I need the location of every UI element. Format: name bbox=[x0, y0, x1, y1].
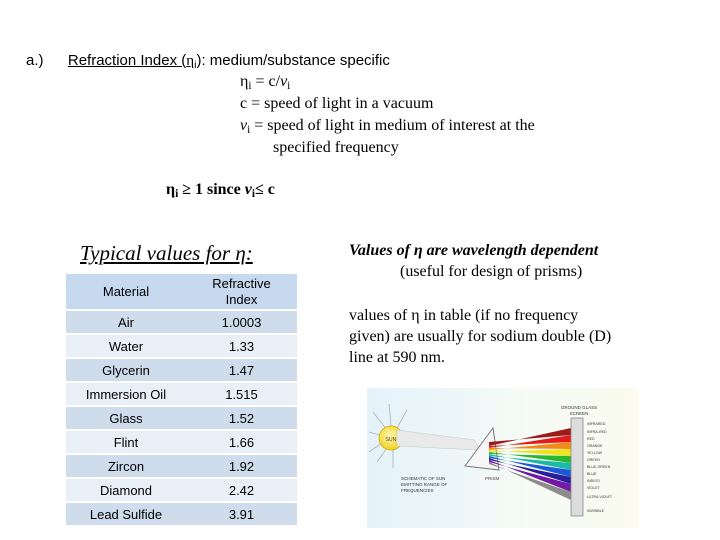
material-cell: Zircon bbox=[66, 454, 186, 478]
screen-label-1: GROUND GLASS bbox=[560, 405, 598, 410]
table-row bbox=[66, 478, 297, 502]
refractive-index-cell: 1.66 bbox=[186, 430, 297, 454]
material-cell: Air bbox=[66, 310, 186, 334]
prism-label: PRISM bbox=[485, 476, 500, 481]
svg-text:YELLOW: YELLOW bbox=[587, 451, 602, 455]
svg-text:GREEN: GREEN bbox=[587, 458, 600, 462]
material-cell: Water bbox=[66, 334, 186, 358]
material-cell: Lead Sulfide bbox=[66, 502, 186, 526]
material-cell: Glass bbox=[66, 406, 186, 430]
svg-text:BLUE-GREEN: BLUE-GREEN bbox=[587, 465, 611, 469]
material-cell: Glycerin bbox=[66, 358, 186, 382]
svg-text:RED: RED bbox=[587, 437, 595, 441]
table-row bbox=[66, 406, 297, 430]
prism-dispersion-figure bbox=[367, 388, 639, 528]
refractive-index-cell: 1.92 bbox=[186, 454, 297, 478]
table-row bbox=[66, 382, 297, 406]
item-label: a.) bbox=[26, 52, 44, 69]
svg-text:FREQUENCIES: FREQUENCIES bbox=[401, 488, 434, 493]
table-header-row bbox=[66, 274, 297, 310]
material-cell: Immersion Oil bbox=[66, 382, 186, 406]
refractive-index-cell: 1.33 bbox=[186, 334, 297, 358]
definition-v: $v_i$ = speed of light in medium of interest at the bbox=[240, 117, 535, 136]
svg-text:INDIGO: INDIGO bbox=[587, 479, 600, 483]
svg-text:ORANGE: ORANGE bbox=[587, 444, 603, 448]
table-row bbox=[66, 454, 297, 478]
svg-text:INFRA-RED: INFRA-RED bbox=[587, 430, 607, 434]
refractive-index-cell: 1.47 bbox=[186, 358, 297, 382]
ground-glass-screen bbox=[571, 418, 583, 516]
svg-text:BLUE: BLUE bbox=[587, 472, 597, 476]
header-material: Material bbox=[66, 274, 186, 310]
table-row bbox=[66, 358, 297, 382]
svg-text:ULTRA VIOLET: ULTRA VIOLET bbox=[587, 495, 613, 499]
refraction-index-term: Refraction Index ($\eta_i$ bbox=[67, 52, 197, 71]
term-close: ) bbox=[196, 52, 202, 69]
definition-v-continued: specified frequency bbox=[273, 139, 399, 156]
svg-text:INFRARED: INFRARED bbox=[587, 422, 606, 426]
sodium-note-line1: values of η in table (if no frequency bbox=[349, 307, 579, 324]
svg-text:INVISIBLE: INVISIBLE bbox=[587, 509, 605, 513]
header-refractive-index: Refractive Index bbox=[186, 274, 297, 310]
refractive-index-table bbox=[66, 274, 297, 527]
refractive-index-cell: 2.42 bbox=[186, 478, 297, 502]
svg-text:SCHEMATIC OF SUN: SCHEMATIC OF SUN bbox=[401, 476, 446, 481]
table-row bbox=[66, 310, 297, 334]
refractive-index-cell: 1.52 bbox=[186, 406, 297, 430]
sodium-note-line2: given) are usually for sodium double (D) bbox=[349, 328, 612, 345]
heading-line bbox=[26, 52, 390, 70]
refractive-index-cell: 3.91 bbox=[186, 502, 297, 526]
table-row bbox=[66, 430, 297, 454]
sun-label: SUN bbox=[385, 437, 397, 443]
refractive-index-cell: 1.0003 bbox=[186, 310, 297, 334]
screen-label-2: SCREEN bbox=[569, 411, 589, 416]
definition-eta: $\eta_i = c/v_i$ bbox=[240, 73, 291, 92]
table-row bbox=[66, 334, 297, 358]
sodium-note-line3: line at 590 nm. bbox=[349, 349, 445, 366]
inequality: $\eta_i \ge 1$ since $v_i\le c$ bbox=[166, 181, 275, 200]
table-title: Typical values for η: bbox=[80, 241, 253, 265]
svg-text:EMITTING RANGE OF: EMITTING RANGE OF bbox=[401, 482, 448, 487]
table-row bbox=[66, 502, 297, 526]
refractive-index-cell: 1.515 bbox=[186, 382, 297, 406]
svg-text:VIOLET: VIOLET bbox=[587, 486, 600, 490]
wavelength-note-title: Values of η are wavelength dependent bbox=[349, 242, 599, 259]
material-cell: Flint bbox=[66, 430, 186, 454]
material-cell: Diamond bbox=[66, 478, 186, 502]
term-description: : medium/substance specific bbox=[201, 52, 390, 69]
definition-c: c = speed of light in a vacuum bbox=[240, 95, 434, 112]
wavelength-note-subtitle: (useful for design of prisms) bbox=[400, 263, 583, 280]
